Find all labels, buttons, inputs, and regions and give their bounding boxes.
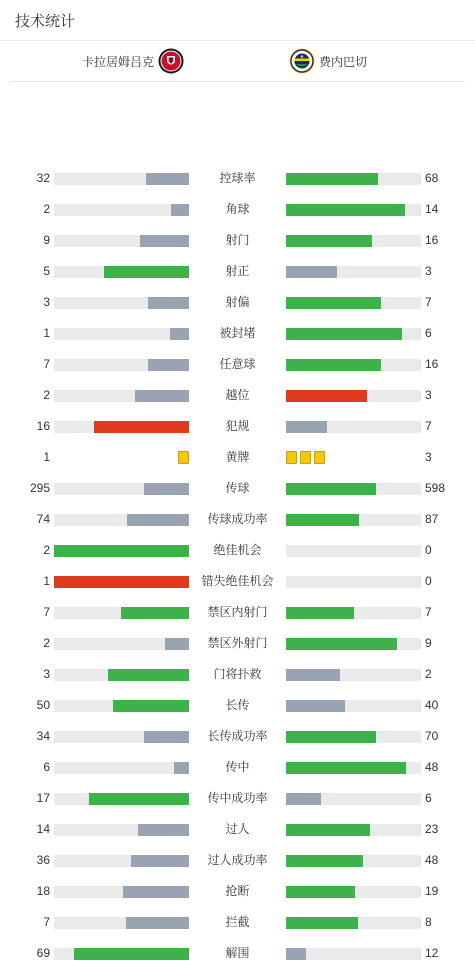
home-stat-bar [54,731,189,743]
home-stat-bar [54,173,189,185]
away-stat-value: 7 [425,605,432,619]
fenerbahce-crest-icon [289,48,315,74]
away-stat-bar [286,173,421,185]
stat-row [0,225,475,256]
away-stat-value: 9 [425,636,432,650]
stat-name: 被封堵 [219,326,256,340]
home-stat-value: 1 [43,326,50,340]
home-stat-value: 5 [43,264,50,278]
home-stat-bar-fill [104,266,189,278]
home-stat-bar [54,359,189,371]
away-stat-value: 16 [425,233,439,247]
stat-name: 角球 [225,202,250,216]
stat-row [0,194,475,225]
stat-name: 门将扑救 [213,667,262,681]
stat-row [0,504,475,535]
away-stat-bar-fill [286,607,354,619]
stat-row [0,349,475,380]
home-stat-value: 1 [43,574,50,588]
away-stat-bar-fill [286,824,370,836]
stat-name: 传中成功率 [207,791,268,805]
home-stat-value: 74 [36,512,50,526]
home-stat-bar [54,917,189,929]
away-stat-value: 16 [425,357,439,371]
stat-name: 射偏 [225,295,250,309]
stat-row [0,907,475,938]
away-stat-bar-fill [286,638,397,650]
home-stat-value: 50 [36,698,50,712]
away-yellow-cards [286,451,325,464]
stat-name: 抢断 [225,884,250,898]
stat-row [0,938,475,969]
stat-row [0,721,475,752]
away-stat-value: 598 [425,481,446,495]
home-stat-value: 2 [43,636,50,650]
away-stat-bar [286,359,421,371]
home-stat-bar [54,886,189,898]
stat-name: 拦截 [225,915,250,929]
home-stat-bar [54,545,189,557]
stat-row [0,814,475,845]
away-stat-bar [286,204,421,216]
home-stat-value: 7 [43,915,50,929]
away-stat-bar-fill [286,886,355,898]
stat-name: 射正 [225,264,250,278]
stat-name: 传中 [225,760,250,774]
stat-name: 黄牌 [225,450,250,464]
home-stat-bar-fill [144,731,189,743]
stat-name: 禁区外射门 [207,636,268,650]
away-stat-value: 2 [425,667,432,681]
away-stat-bar [286,824,421,836]
home-stat-bar [54,855,189,867]
home-stat-bar [54,576,189,588]
stat-name: 长传成功率 [207,729,268,743]
away-stat-bar [286,917,421,929]
stat-name: 犯规 [225,419,250,433]
away-stat-value: 70 [425,729,439,743]
home-stat-bar-fill [121,607,189,619]
away-stat-value: 12 [425,946,439,960]
away-stat-value: 23 [425,822,439,836]
stat-name: 越位 [225,388,250,402]
home-team-name: 卡拉居姆吕克 [81,54,154,69]
home-stat-value: 295 [29,481,50,495]
away-stat-value: 6 [425,326,432,340]
stat-row [0,783,475,814]
yellow-card-icon [178,451,189,464]
stats-header [0,0,475,41]
away-stat-value: 6 [425,791,432,805]
home-stat-value: 9 [43,233,50,247]
away-stat-bar-fill [286,204,405,216]
away-stat-bar [286,762,421,774]
away-team-name: 费内巴切 [319,54,368,69]
home-stat-value: 2 [43,202,50,216]
home-stat-bar [54,328,189,340]
away-stat-bar-fill [286,700,345,712]
home-stat-bar [54,421,189,433]
away-stat-value: 7 [425,419,432,433]
stat-row [0,659,475,690]
home-stat-value: 69 [36,946,50,960]
home-stat-value: 2 [43,543,50,557]
yellow-card-icon [286,451,297,464]
yellow-card-icon [314,451,325,464]
home-stat-value: 1 [43,450,50,464]
away-stat-bar-fill [286,421,327,433]
away-stat-bar-fill [286,235,372,247]
home-stat-bar [54,266,189,278]
away-stat-value: 7 [425,295,432,309]
away-stat-value: 3 [425,388,432,402]
away-stat-bar-fill [286,917,358,929]
home-team[interactable] [82,41,184,81]
stat-name: 长传 [225,698,250,712]
away-stat-bar [286,576,421,588]
home-stat-bar [54,297,189,309]
home-stat-value: 36 [36,853,50,867]
home-yellow-cards [178,451,189,464]
away-stat-bar-fill [286,266,337,278]
teams-bar [9,41,466,82]
away-stat-bar [286,483,421,495]
home-stat-bar-fill [126,917,189,929]
away-stat-bar [286,793,421,805]
page-title: 技术统计 [15,12,76,30]
away-stat-bar-fill [286,948,306,960]
away-stat-bar [286,390,421,402]
stat-name: 过人成功率 [207,853,268,867]
stat-row [0,628,475,659]
home-stat-value: 2 [43,388,50,402]
home-stat-bar [54,483,189,495]
home-stat-value: 6 [43,760,50,774]
home-stat-bar-fill [140,235,189,247]
away-stat-value: 68 [425,171,439,185]
away-stat-value: 14 [425,202,439,216]
away-stat-bar-fill [286,328,402,340]
home-stat-bar-fill [54,576,189,588]
away-stat-value: 8 [425,915,432,929]
away-stat-bar [286,421,421,433]
away-stat-value: 19 [425,884,439,898]
stat-name: 射门 [225,233,250,247]
away-stat-bar-fill [286,855,363,867]
away-stat-bar-fill [286,483,376,495]
stat-row [0,318,475,349]
home-stat-bar [54,514,189,526]
away-stat-bar [286,235,421,247]
home-stat-bar-fill [165,638,189,650]
stat-name: 控球率 [219,171,256,185]
away-stat-bar [286,948,421,960]
away-stat-value: 0 [425,574,432,588]
away-stat-value: 0 [425,543,432,557]
home-stat-bar [54,948,189,960]
stat-row [0,411,475,442]
away-stat-bar [286,669,421,681]
away-stat-bar [286,886,421,898]
away-stat-bar-fill [286,390,367,402]
away-stat-value: 3 [425,264,432,278]
stat-row [0,752,475,783]
home-stat-bar-fill [174,762,189,774]
stat-name: 传球成功率 [207,512,268,526]
home-stat-bar [54,390,189,402]
home-stat-bar [54,793,189,805]
stat-row [0,380,475,411]
stat-row [0,690,475,721]
stat-name: 绝佳机会 [213,543,262,557]
home-stat-bar-fill [148,297,189,309]
home-stat-bar [54,235,189,247]
home-stat-value: 17 [36,791,50,805]
away-stat-bar-fill [286,514,359,526]
away-stat-value: 40 [425,698,439,712]
stat-row [0,287,475,318]
home-stat-bar [54,669,189,681]
home-stat-bar-fill [113,700,189,712]
away-stat-bar [286,328,421,340]
home-stat-value: 7 [43,605,50,619]
home-stat-bar-fill [54,545,189,557]
stat-row [0,597,475,628]
yellow-card-icon [300,451,311,464]
home-stat-value: 3 [43,295,50,309]
home-stat-bar-fill [135,390,189,402]
away-stat-value: 48 [425,760,439,774]
stat-row [0,566,475,597]
away-stat-bar [286,700,421,712]
stat-row [0,442,475,473]
home-stat-bar-fill [127,514,189,526]
home-stat-bar-fill [94,421,189,433]
away-stat-bar-fill [286,173,378,185]
away-stat-bar [286,638,421,650]
home-stat-bar-fill [123,886,189,898]
away-stat-bar [286,297,421,309]
home-stat-bar [54,762,189,774]
home-stat-value: 34 [36,729,50,743]
away-stat-bar-fill [286,669,340,681]
home-stat-value: 32 [36,171,50,185]
home-stat-bar-fill [170,328,189,340]
home-stat-value: 3 [43,667,50,681]
away-stat-bar [286,266,421,278]
home-stat-bar-fill [108,669,189,681]
stat-row [0,163,475,194]
karagumruk-crest-icon [158,48,184,74]
away-stat-bar [286,855,421,867]
away-stat-bar-fill [286,359,381,371]
home-stat-bar-fill [131,855,189,867]
home-stat-bar-fill [148,359,189,371]
away-stat-bar-fill [286,731,376,743]
stat-row [0,535,475,566]
stat-name: 错失绝佳机会 [201,574,274,588]
home-stat-value: 18 [36,884,50,898]
home-stat-value: 16 [36,419,50,433]
away-team[interactable] [289,41,367,81]
away-stat-bar-fill [286,762,406,774]
away-stat-bar [286,731,421,743]
stat-row [0,876,475,907]
home-stat-bar [54,204,189,216]
home-stat-bar-fill [74,948,189,960]
stat-name: 传球 [225,481,250,495]
home-stat-bar [54,638,189,650]
stat-name: 禁区内射门 [207,605,268,619]
home-stat-bar [54,700,189,712]
home-stat-bar-fill [171,204,189,216]
home-stat-bar-fill [138,824,189,836]
stat-row [0,473,475,504]
stat-row [0,256,475,287]
home-stat-value: 14 [36,822,50,836]
home-stat-value: 7 [43,357,50,371]
home-stat-bar-fill [146,173,189,185]
away-stat-bar-fill [286,297,381,309]
away-stat-value: 48 [425,853,439,867]
away-stat-value: 87 [425,512,439,526]
away-stat-bar [286,607,421,619]
away-stat-bar-fill [286,793,321,805]
home-stat-bar [54,607,189,619]
stat-name: 过人 [225,822,250,836]
stat-name: 解围 [225,946,250,960]
stat-name: 任意球 [219,357,256,371]
away-stat-value: 3 [425,450,432,464]
away-stat-bar [286,545,421,557]
stat-row [0,845,475,876]
away-stat-bar [286,514,421,526]
home-stat-bar [54,824,189,836]
home-stat-bar-fill [89,793,189,805]
home-stat-bar-fill [144,483,189,495]
